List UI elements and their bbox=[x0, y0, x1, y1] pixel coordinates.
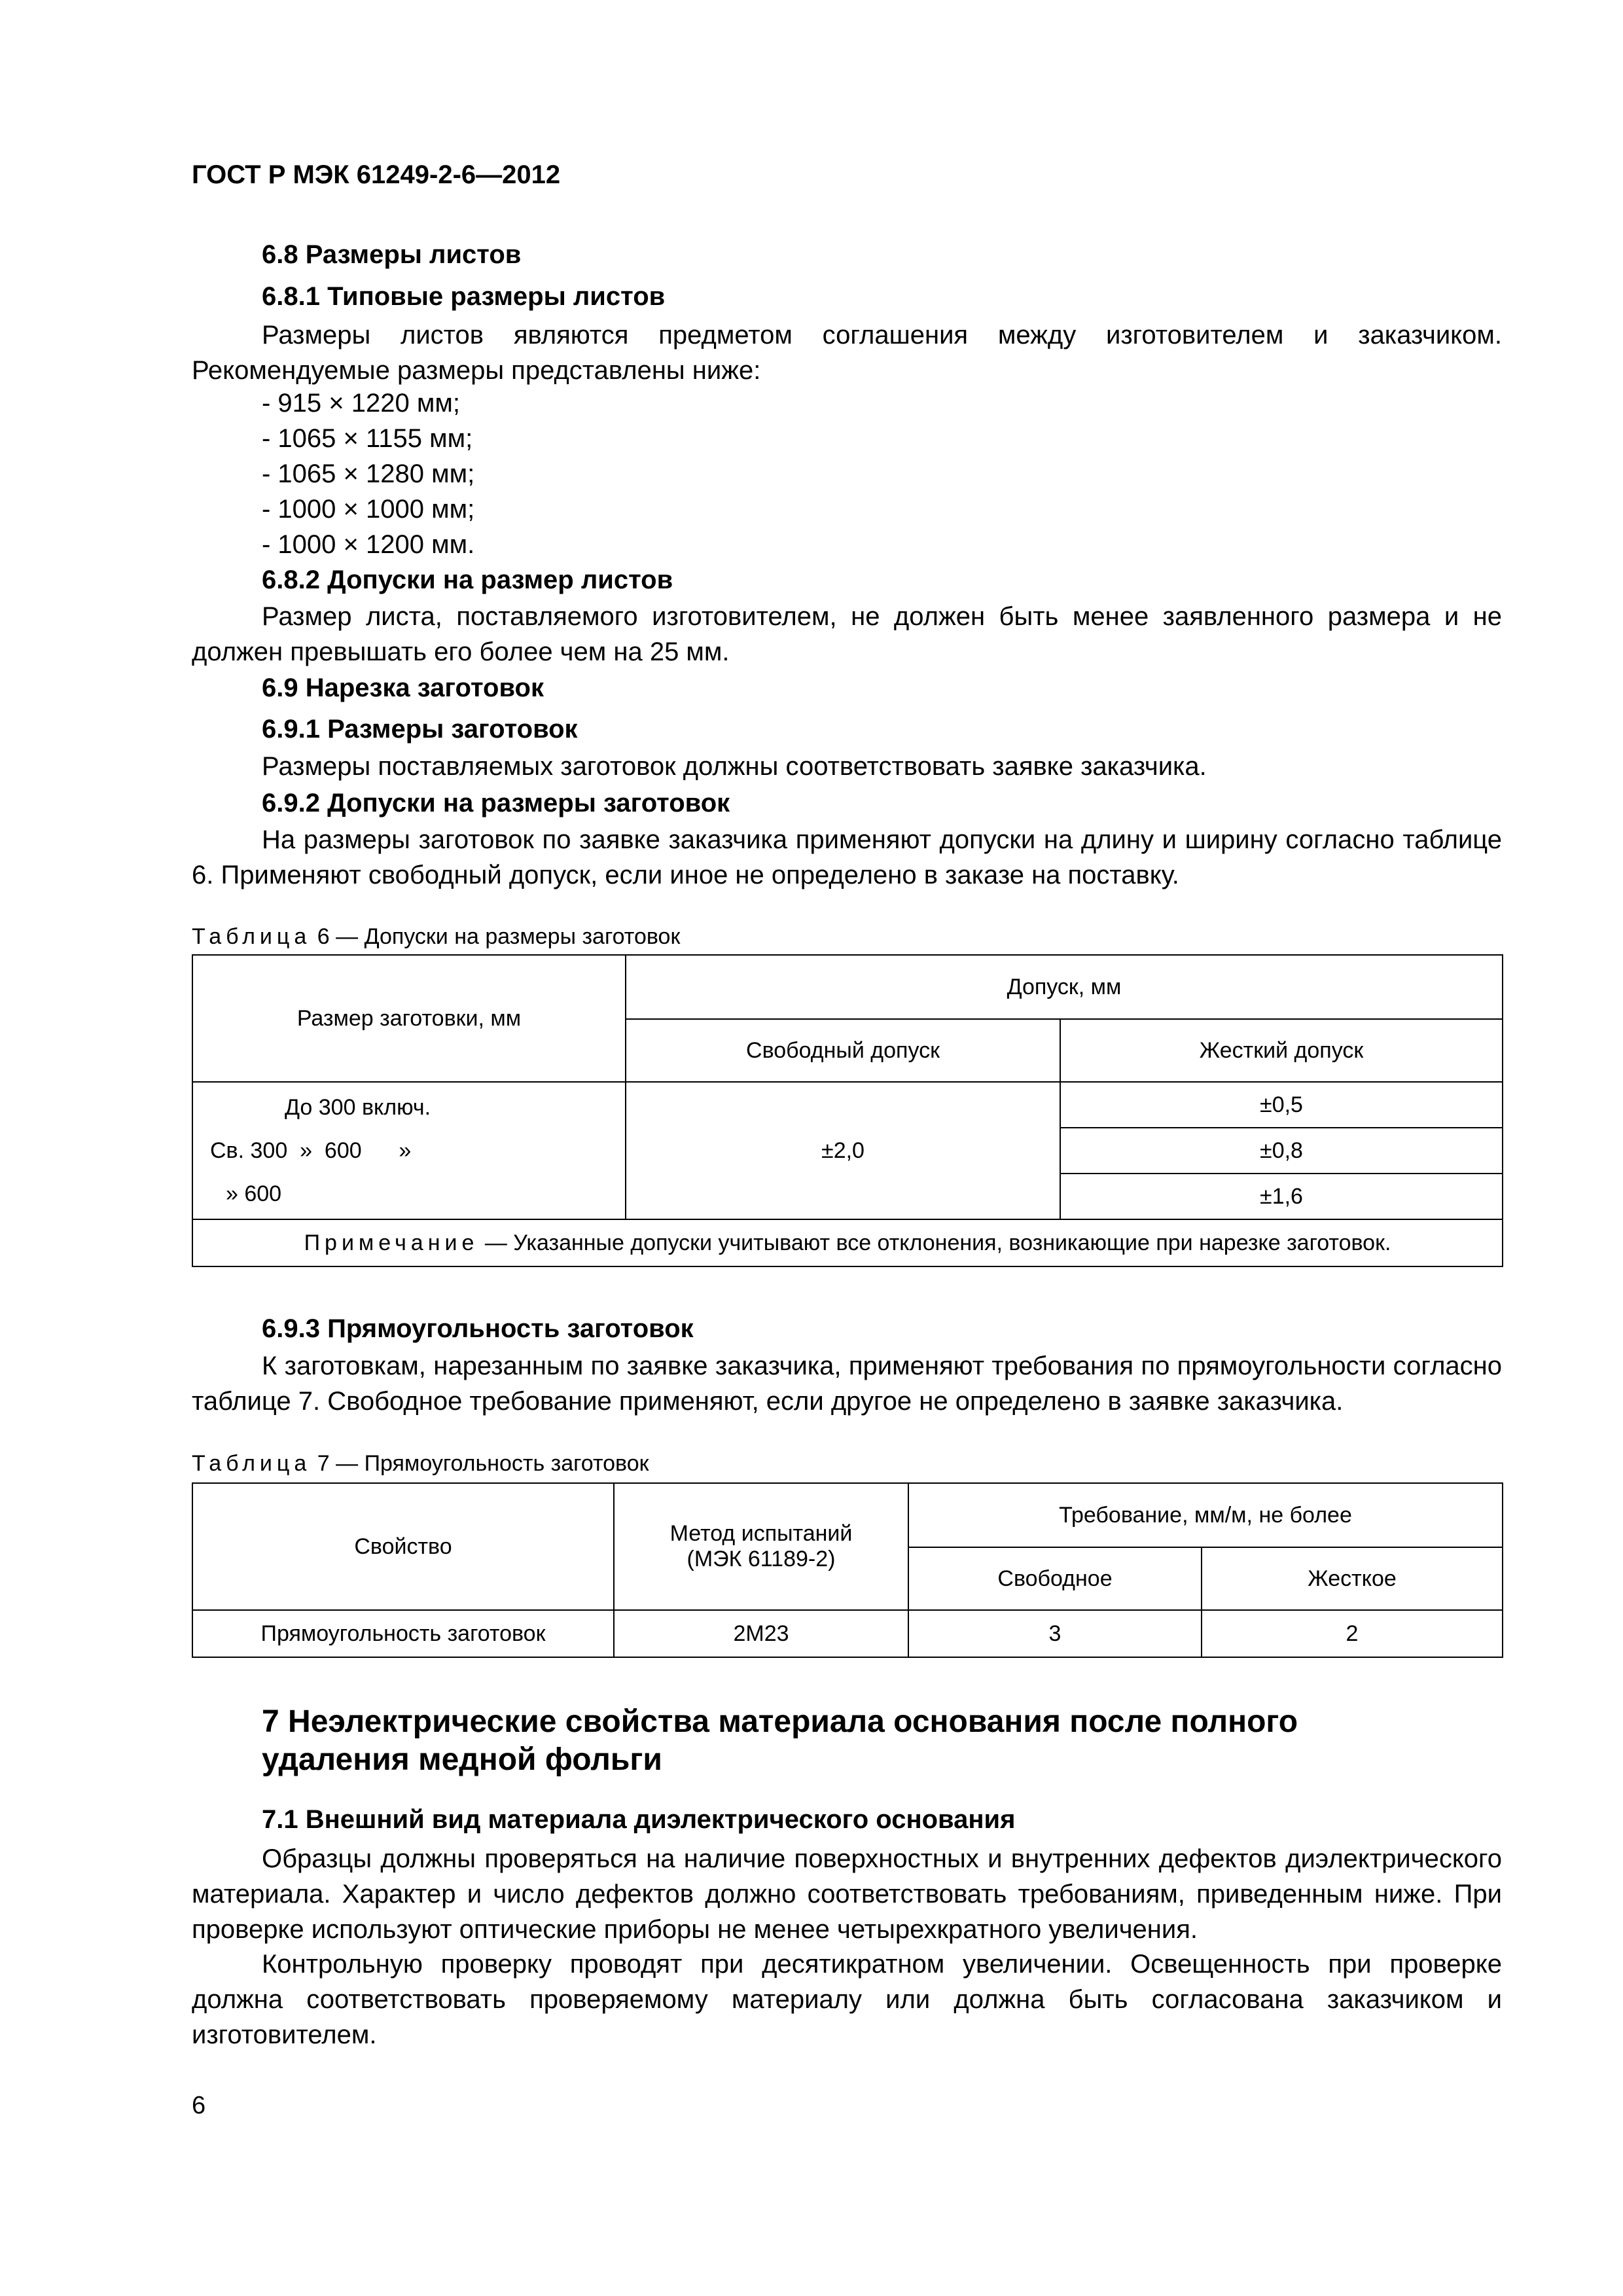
section-7-title-line-2: удаления медной фольги bbox=[262, 1742, 662, 1777]
table7-header-hard: Жесткое bbox=[1202, 1547, 1503, 1610]
table6-note bbox=[192, 1219, 1503, 1266]
section-6-9-1-title: 6.9.1 Размеры заготовок bbox=[262, 715, 578, 744]
section-6-8-1-title: 6.8.1 Типовые размеры листов bbox=[262, 282, 666, 311]
section-7-1-paragraph-1: Образцы должны проверяться на наличие поверхностных и внутренних дефектов диэлектрического материала. Характер и число дефектов должно соответствовать требованиям, приведенным ниже. При проверке используют оптические приборы не менее четырехкратного увеличения. bbox=[192, 1844, 1502, 1944]
size-list-item: - 915 × 1220 мм; bbox=[262, 389, 460, 418]
table7-header-requirement: Требование, мм/м, не более bbox=[908, 1483, 1503, 1547]
standard-header: ГОСТ Р МЭК 61249-2-6—2012 bbox=[192, 160, 561, 189]
caption-word: Таблица bbox=[192, 924, 312, 949]
section-6-9-3-title: 6.9.3 Прямоугольность заготовок bbox=[262, 1314, 694, 1343]
section-6-8-1-text: Размеры листов являются предметом соглашения между изготовителем и заказчиком. Рекомендуемые размеры представлены ниже: bbox=[192, 321, 1502, 385]
table6-hard-value: ±0,8 bbox=[1060, 1128, 1503, 1174]
section-6-8-2-title: 6.8.2 Допуски на размер листов bbox=[262, 565, 673, 594]
note-word: Примечание bbox=[304, 1230, 479, 1255]
caption-rest: 7 — Прямоугольность заготовок bbox=[317, 1451, 649, 1476]
table6-size-row: До 300 включ. bbox=[285, 1095, 431, 1120]
size-list-item: - 1000 × 1000 мм; bbox=[262, 495, 475, 524]
size-list-item: - 1065 × 1280 мм; bbox=[262, 459, 475, 488]
caption-word: Таблица bbox=[192, 1451, 312, 1476]
caption-rest: 6 — Допуски на размеры заготовок bbox=[317, 924, 681, 949]
section-6-9-title: 6.9 Нарезка заготовок bbox=[262, 673, 544, 702]
table7-header-property: Свойство bbox=[192, 1483, 614, 1610]
table6-size-row: Св. 300 » 600 » bbox=[210, 1138, 412, 1163]
section-7-title bbox=[262, 1703, 1505, 1779]
section-7-1-title: 7.1 Внешний вид материала диэлектрического основания bbox=[262, 1805, 1016, 1834]
table-7 bbox=[192, 1482, 1503, 1658]
section-6-9-1-text: Размеры поставляемых заготовок должны соответствовать заявке заказчика. bbox=[262, 752, 1207, 781]
table6-size-row: » 600 bbox=[226, 1181, 282, 1206]
table-7-caption bbox=[192, 1451, 649, 1477]
section-7-1-paragraph-2: Контрольную проверку проводят при десятикратном увеличении. Освещенность при проверке должна соответствовать проверяемому материалу или должна быть согласована заказчиком и изготовителем. bbox=[192, 1950, 1502, 2049]
table-6 bbox=[192, 954, 1503, 1267]
table6-header-hard: Жесткий допуск bbox=[1060, 1019, 1503, 1082]
section-6-9-2-text: На размеры заготовок по заявке заказчика применяют допуски на длину и ширину согласно таблице 6. Применяют свободный допуск, если иное не определено в заказе на поставку. bbox=[192, 825, 1502, 889]
table6-hard-value: ±1,6 bbox=[1060, 1174, 1503, 1219]
table6-free-value: ±2,0 bbox=[626, 1082, 1060, 1219]
table7-property: Прямоугольность заготовок bbox=[192, 1610, 614, 1657]
method-line-2: (МЭК 61189-2) bbox=[687, 1547, 836, 1571]
table6-size-cell bbox=[192, 1082, 626, 1219]
table6-header-size: Размер заготовки, мм bbox=[192, 955, 626, 1082]
method-line-1: Метод испытаний bbox=[669, 1521, 853, 1546]
section-6-9-3-text: К заготовкам, нарезанным по заявке заказчика, применяют требования по прямоугольности согласно таблице 7. Свободное требование применяют, если другое не определено в заявке заказчика. bbox=[192, 1352, 1502, 1416]
table6-header-tolerance: Допуск, мм bbox=[626, 955, 1503, 1019]
table7-free: 3 bbox=[908, 1610, 1202, 1657]
section-6-8-title: 6.8 Размеры листов bbox=[262, 240, 522, 269]
table7-method: 2M23 bbox=[614, 1610, 908, 1657]
table-6-caption bbox=[192, 924, 680, 950]
section-6-8-2-text: Размер листа, поставляемого изготовителем, не должен быть менее заявленного размера и не должен превышать его более чем на 25 мм. bbox=[192, 602, 1502, 666]
table6-hard-value: ±0,5 bbox=[1060, 1082, 1503, 1128]
table6-header-free: Свободный допуск bbox=[626, 1019, 1060, 1082]
page-number: 6 bbox=[192, 2092, 206, 2119]
table7-header-method bbox=[614, 1483, 908, 1610]
section-7-title-line-1: 7 Неэлектрические свойства материала основания после полного bbox=[262, 1704, 1298, 1739]
size-list-item: - 1000 × 1200 мм. bbox=[262, 530, 475, 559]
table7-hard: 2 bbox=[1202, 1610, 1503, 1657]
section-6-9-2-title: 6.9.2 Допуски на размеры заготовок bbox=[262, 789, 730, 817]
table7-header-free: Свободное bbox=[908, 1547, 1202, 1610]
size-list-item: - 1065 × 1155 мм; bbox=[262, 424, 473, 453]
note-rest: — Указанные допуски учитывают все отклонения, возникающие при нарезке заготовок. bbox=[478, 1230, 1391, 1255]
